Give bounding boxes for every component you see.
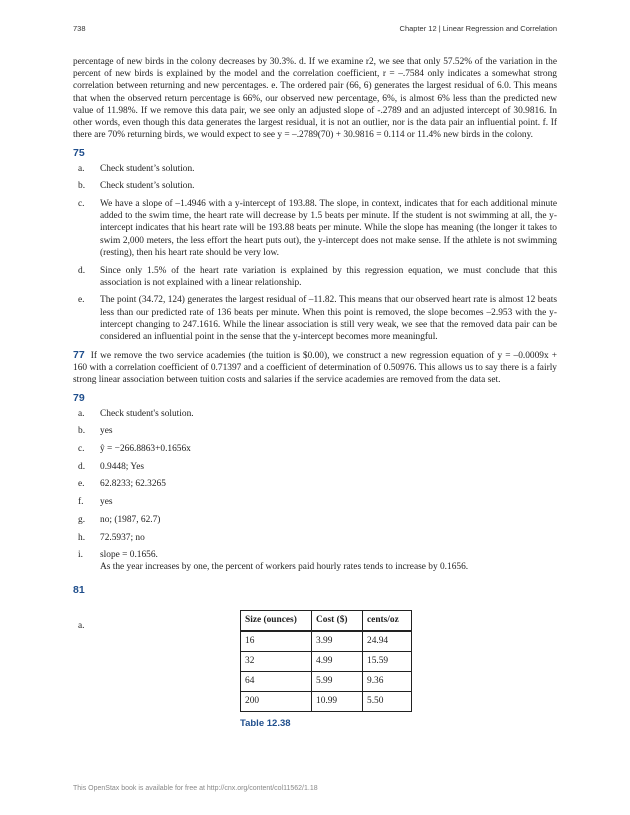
list-item bbox=[73, 514, 557, 526]
footer-note: This OpenStax book is available for free at http://cnx.org/content/col11562/1.18 bbox=[73, 785, 318, 792]
list-item bbox=[73, 408, 557, 420]
problem-79-list bbox=[73, 408, 557, 574]
list-item bbox=[73, 294, 557, 343]
list-item bbox=[73, 198, 557, 259]
item-label: f. bbox=[78, 497, 84, 508]
list-item bbox=[73, 265, 557, 289]
page-content bbox=[73, 56, 557, 730]
item-text: Check student’s solution. bbox=[100, 163, 195, 174]
list-item bbox=[73, 532, 557, 544]
table-header-row bbox=[241, 610, 412, 631]
list-item bbox=[73, 496, 557, 508]
item-text: We have a slope of –1.4946 with a y-intercept of 193.88. The slope, in context, indicates that for each additional minute added to the swim time, the heart rate will decrease by 1.5 beats per minute. If the student is not swimming at all, the y-intercept indicates that his heart rate will be 193.88 beats per minute. While the slope has meaning (the longer it takes to swim 2,000 meters, the less effort the heart puts out), the y-intercept does not make sense. If the athlete is not swimming (resting), then his heart rate should be very low. bbox=[100, 199, 557, 258]
list-item bbox=[73, 180, 557, 192]
item-label: d. bbox=[78, 461, 86, 472]
table-cell: 15.59 bbox=[363, 651, 412, 671]
table-cell: 5.50 bbox=[363, 691, 412, 711]
list-item bbox=[73, 478, 557, 490]
problem-79-number: 79 bbox=[73, 392, 85, 405]
list-item bbox=[73, 443, 557, 455]
item-text: 62.8233; 62.3265 bbox=[100, 479, 166, 490]
list-item bbox=[73, 461, 557, 473]
table-cell: 64 bbox=[241, 671, 312, 691]
item-text-line-1: slope = 0.1656. bbox=[100, 550, 158, 561]
item-label: b. bbox=[78, 426, 86, 437]
item-text: ŷ = −266.8863+0.1656x bbox=[100, 443, 191, 454]
table-block bbox=[240, 610, 412, 730]
item-text: The point (34.72, 124) generates the largest residual of –11.82. This means that our observed heart rate is almost 12 beats less than our predicted rate of 136 beats per minute. When this point is removed, the slope becomes –2.953 with the y-intercept changing to 247.1616. While the linear association is still very weak, we see that the removed data pair can be considered an influential point in the sense that the y-intercept becomes more meaningful. bbox=[100, 295, 557, 343]
item-text: no; (1987, 62.7) bbox=[100, 514, 161, 525]
item-text: yes bbox=[100, 426, 113, 437]
problem-75-number: 75 bbox=[73, 147, 85, 160]
item-label: c. bbox=[78, 443, 85, 454]
item-text: Check student's solution. bbox=[100, 408, 194, 419]
table-cell: 5.99 bbox=[312, 671, 363, 691]
table-cell: 4.99 bbox=[312, 651, 363, 671]
table-cell: 9.36 bbox=[363, 671, 412, 691]
data-table bbox=[240, 610, 412, 712]
list-item bbox=[73, 163, 557, 175]
list-item bbox=[73, 549, 557, 573]
table-row bbox=[241, 651, 412, 671]
item-text: Since only 1.5% of the heart rate variation is explained by this regression equation, we must conclude that this association is not explained with a linear relationship. bbox=[100, 265, 557, 288]
list-item bbox=[73, 425, 557, 437]
table-cell: 10.99 bbox=[312, 691, 363, 711]
item-label: h. bbox=[78, 532, 86, 543]
problem-81-number: 81 bbox=[73, 583, 85, 596]
item-label: a. bbox=[78, 408, 85, 419]
item-text-line-2: As the year increases by one, the percent of workers paid hourly rates tends to increase by 0.1656. bbox=[100, 562, 469, 573]
intro-paragraph: percentage of new birds in the colony decreases by 30.3%. d. If we examine r2, we see that only 57.52% of the variation in the percent of new birds is explained by the model and the correlation coefficient, r = –.7584 only indicates a somewhat strong correlation between returning and new percentages. e. The ordered pair (66, 6) generates the largest residual of 6.0. This means that when the observed return percentage is 66%, our observed new percentage, 6%, is almost 6% less than the predicted new value of 11.98%. If we remove this data pair, we see only an adjusted slope of -.2789 and an adjusted intercept of 30.9816. In other words, even though this data generates the largest residual, it is not an outlier, nor is the data pair an influential point. f. If there are 70% returning birds, we would expect to see y = –.2789(70) + 30.9816 = 0.114 or 11.4% new birds in the colony. bbox=[73, 57, 557, 141]
table-cell: 24.94 bbox=[363, 631, 412, 652]
problem-77-number: 77 bbox=[73, 348, 85, 361]
problem-81 bbox=[73, 610, 557, 730]
item-label: a. bbox=[78, 163, 85, 174]
table-header: Size (ounces) bbox=[241, 610, 312, 631]
problem-75-list bbox=[73, 163, 557, 344]
table-cell: 200 bbox=[241, 691, 312, 711]
table-row bbox=[241, 691, 412, 711]
item-label: b. bbox=[78, 181, 86, 192]
item-label: a. bbox=[78, 620, 85, 631]
item-text: yes bbox=[100, 497, 113, 508]
item-label: g. bbox=[78, 514, 86, 525]
table-row bbox=[241, 631, 412, 652]
table-cell: 3.99 bbox=[312, 631, 363, 652]
chapter-title: Chapter 12 | Linear Regression and Correlation bbox=[399, 24, 557, 33]
page-number: 738 bbox=[73, 24, 86, 33]
problem-77 bbox=[73, 349, 557, 387]
table-header: cents/oz bbox=[363, 610, 412, 631]
item-text: Check student’s solution. bbox=[100, 181, 195, 192]
table-cell: 32 bbox=[241, 651, 312, 671]
table-caption: Table 12.38 bbox=[240, 717, 291, 729]
table-row bbox=[241, 671, 412, 691]
item-label: e. bbox=[78, 479, 85, 490]
item-label: i. bbox=[78, 550, 83, 561]
item-label: d. bbox=[78, 265, 86, 276]
table-header: Cost ($) bbox=[312, 610, 363, 631]
item-text: 72.5937; no bbox=[100, 532, 145, 543]
item-text: 0.9448; Yes bbox=[100, 461, 145, 472]
problem-77-text: If we remove the two service academies (the tuition is $0.00), we construct a new regression equation of y = –0.0009x + 160 with a correlation coefficient of 0.71397 and a coefficient of determination of 0.50976. This allows us to say there is a fairly strong linear association between tuition costs and salaries if the service academies are removed from the data set. bbox=[73, 350, 558, 386]
item-text bbox=[100, 549, 557, 573]
item-label: e. bbox=[78, 295, 85, 306]
table-cell: 16 bbox=[241, 631, 312, 652]
item-label: c. bbox=[78, 199, 85, 210]
